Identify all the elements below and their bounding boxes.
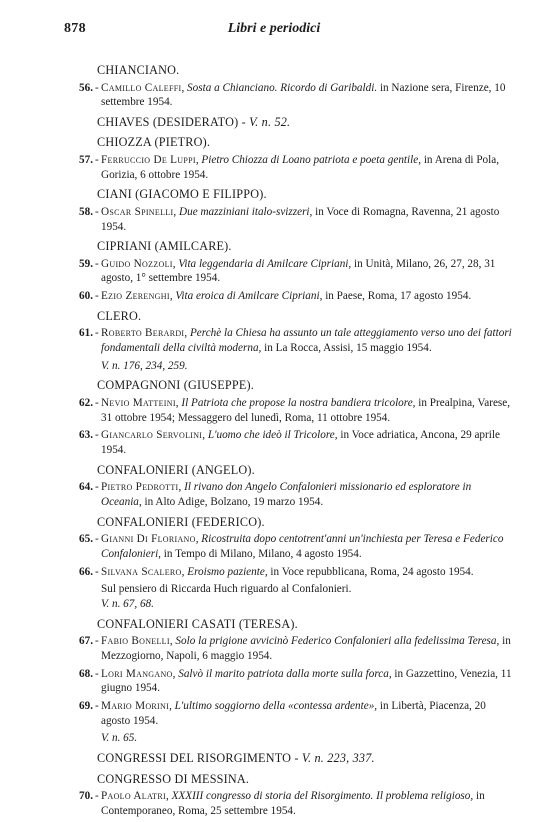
heading-text: CONGRESSO DI MESSINA. (97, 771, 250, 786)
entry-publication: in Alto Adige, Bolzano, 19 marzo 1954. (144, 495, 324, 508)
section-heading (97, 463, 512, 479)
section-heading (97, 63, 512, 79)
heading-text: CONFALONIERI CASATI (TERESA). (97, 616, 298, 631)
entry-author: Guido Nozzoli (101, 257, 173, 270)
entry-publication: in La Rocca, Assisi, 15 maggio 1954. (264, 342, 432, 355)
entry-title: Vita eroica di Amilcare Cipriani, (175, 290, 323, 303)
section-heading (97, 239, 512, 255)
entry-dash: - (95, 533, 99, 546)
section-heading (97, 751, 512, 767)
cross-reference: V. n. 223, 337. (301, 751, 375, 766)
entry-author: Oscar Spinelli (101, 205, 174, 218)
section-heading (97, 309, 512, 325)
bibliography-entry: 63. - Giancarlo Servolini, L'uomo che ideò il Tricolore, in Voce adriatica, Ancona, 29 aprile 1954. (66, 428, 512, 457)
entry-author: Ferruccio De Luppi (101, 153, 196, 166)
entry-title: L'ultimo soggiorno della «contessa ardente», (174, 699, 378, 712)
entry-number: 60. (79, 290, 93, 303)
entry-publication: in Gazzettino, Venezia, 11 giugno 1954. (101, 667, 512, 695)
section-heading (97, 115, 512, 131)
entry-number: 70. (79, 790, 93, 803)
heading-text: CHIANCIANO. (97, 63, 180, 77)
heading-text: CONGRESSI DEL RISORGIMENTO - (97, 751, 299, 766)
cross-reference: V. n. 65. (101, 732, 138, 745)
entry-publication: in Nazione sera, Firenze, 10 settembre 1954. (101, 81, 506, 109)
entry-publication: in Unità, Milano, 26, 27, 28, 31 agosto, 1° settembre 1954. (101, 257, 496, 285)
entry-author: Lori Mangano (101, 667, 173, 680)
cross-reference: V. n. 52. (249, 114, 291, 129)
bibliography-entry: 57. - Ferruccio De Luppi, Pietro Chiozza di Loano patriota e poeta gentile, in Arena di Pola, Gorizia, 6 ottobre 1954. (66, 153, 512, 182)
entry-title: Solo la prigione avvicinò Federico Confalonieri alla fedelissima Teresa, (175, 635, 500, 648)
entry-number: 58. (79, 205, 93, 218)
entry-publication: in Paese, Roma, 17 agosto 1954. (325, 290, 472, 303)
entry-publication: in Voce adriatica, Ancona, 29 aprile 1954. (101, 429, 500, 457)
entry-dash: - (95, 290, 99, 303)
entry-author: Giancarlo Servolini (101, 429, 203, 442)
bibliography-entry: 58. - Oscar Spinelli, Due mazziniani italo-svizzeri, in Voce di Romagna, Ravenna, 21 agosto 1954. (66, 205, 512, 234)
entry-title: Il rivano don Angelo Confalonieri missionario ed esploratore in Oceania, (101, 481, 472, 508)
running-title: Libri e periodici (227, 21, 321, 36)
bibliography-entry: 60. - Ezio Zerenghi, Vita eroica di Amilcare Cipriani, in Paese, Roma, 17 agosto 1954. (66, 289, 512, 304)
section-heading (97, 515, 512, 531)
entry-publication: in Arena di Pola, Gorizia, 6 ottobre 1954. (101, 153, 500, 181)
bibliography-entry: 56. - Camillo Caleffi, Sosta a Chianciano. Ricordo di Garibaldi. in Nazione sera, Firenze, 10 settembre 1954. (66, 81, 512, 110)
entry-author: Pietro Pedrotti (101, 481, 179, 494)
entry-author: Ezio Zerenghi (101, 290, 170, 303)
entry-number: 68. (79, 667, 93, 680)
entry-title: Vita leggendaria di Amilcare Cipriani, (178, 257, 352, 270)
bibliography-entry: 67. - Fabio Bonelli, Solo la prigione avvicinò Federico Confalonieri alla fedelissima Teresa, in Mezzogiorno, Napoli, 6 maggio 1954. (66, 634, 512, 663)
entry-publication: in Contemporaneo, Roma, 25 settembre 1954. (101, 790, 485, 817)
bibliography-entry: 66. - Silvana Scalero, Eroismo paziente, in Voce repubblicana, Roma, 24 agosto 1954. (66, 565, 512, 580)
entry-dash: - (95, 565, 99, 578)
entry-number: 61. (79, 327, 93, 340)
entry-author: Silvana Scalero (101, 565, 182, 578)
entry-number: 69. (79, 699, 93, 712)
entry-author: Gianni Di Floriano (101, 533, 196, 546)
entry-author: Mario Morini (101, 699, 170, 712)
bibliography-entry: 69. - Mario Morini, L'ultimo soggiorno della «contessa ardente», in Libertà, Piacenza, 20 agosto 1954. (66, 699, 512, 728)
bibliography-content (66, 58, 512, 822)
entry-publication: in Prealpina, Varese, 31 ottobre 1954; Messaggero del lunedì, Roma, 11 ottobre 1954. (101, 396, 511, 424)
entry-title: L'uomo che ideò il Tricolore, (207, 429, 338, 442)
entry-author: Roberto Berardi (101, 327, 185, 340)
entry-dash: - (95, 205, 99, 218)
entry-publication: in Mezzogiorno, Napoli, 6 maggio 1954. (101, 635, 511, 662)
bibliography-entry: 59. - Guido Nozzoli, Vita leggendaria di Amilcare Cipriani, in Unità, Milano, 26, 27, 28, 31 agosto, 1° settembre 1954. (66, 257, 512, 286)
entry-title: Pietro Chiozza di Loano patriota e poeta gentile, (201, 153, 422, 166)
entry-author: Nevio Matteini (101, 396, 176, 409)
entry-number: 57. (79, 153, 93, 166)
entry-dash: - (95, 429, 99, 442)
heading-text: CHIAVES (DESIDERATO) - (97, 114, 246, 129)
heading-text: CIANI (GIACOMO E FILIPPO). (97, 187, 267, 202)
section-heading (97, 617, 512, 633)
section-heading (97, 187, 512, 203)
entry-dash: - (95, 153, 99, 166)
section-heading (97, 378, 512, 394)
entry-author: Paolo Alatri (101, 790, 166, 803)
cross-reference-note (66, 359, 512, 374)
cross-reference-note (66, 597, 512, 612)
heading-text: CONFALONIERI (FEDERICO). (97, 514, 265, 529)
entry-dash: - (95, 790, 99, 803)
entry-publication: in Tempo di Milano, Milano, 4 agosto 1954. (163, 547, 362, 560)
entry-title: XXXIII congresso di storia del Risorgimento. Il problema religioso, (171, 790, 474, 803)
section-heading (97, 135, 512, 151)
entry-author: Camillo Caleffi (101, 81, 182, 94)
entry-dash: - (95, 699, 99, 712)
entry-publication: in Voce repubblicana, Roma, 24 agosto 1954. (270, 565, 474, 578)
entry-publication: in Libertà, Piacenza, 20 agosto 1954. (101, 699, 486, 727)
entry-dash: - (95, 327, 99, 340)
page-header (64, 21, 484, 39)
entry-number: 67. (79, 635, 93, 648)
entry-title: Sosta a Chianciano. Ricordo di Garibaldi. (187, 81, 378, 94)
entry-number: 63. (79, 429, 93, 442)
bibliography-entry: 68. - Lori Mangano, Salvò il marito patriota dalla morte sulla forca, in Gazzettino, Venezia, 11 giugno 1954. (66, 667, 512, 696)
entry-number: 59. (79, 257, 93, 270)
entry-number: 65. (79, 533, 93, 546)
heading-text: CIPRIANI (AMILCARE). (97, 239, 232, 254)
entry-number: 64. (79, 481, 93, 494)
bibliography-entry: 62. - Nevio Matteini, Il Patriota che propose la nostra bandiera tricolore, in Prealpina, Varese, 31 ottobre 1954; Messaggero del lunedì, Roma, 11 ottobre 1954. (66, 396, 512, 425)
bibliography-entry: 61. - Roberto Berardi, Perchè la Chiesa ha assunto un tale atteggiamento verso uno dei fattori fondamentali della civiltà moderna, in La Rocca, Assisi, 15 maggio 1954. (66, 326, 512, 355)
entry-title: Salvò il marito patriota dalla morte sulla forca, (178, 667, 392, 680)
entry-title: Eroismo paziente, (187, 565, 268, 578)
heading-text: COMPAGNONI (GIUSEPPE). (97, 378, 254, 393)
entry-number: 62. (79, 396, 93, 409)
heading-text: CONFALONIERI (ANGELO). (97, 462, 255, 477)
entry-number: 56. (79, 81, 93, 94)
entry-dash: - (95, 81, 99, 94)
entry-title: Il Patriota che propose la nostra bandiera tricolore, (181, 396, 416, 409)
section-heading (97, 772, 512, 788)
cross-reference: V. n. 176, 234, 259. (101, 359, 188, 372)
entry-author: Fabio Bonelli (101, 635, 170, 648)
cross-reference-note (66, 731, 512, 746)
entry-number: 66. (79, 565, 93, 578)
entry-dash: - (95, 635, 99, 648)
entry-title: Ricostruita dopo centotrent'anni un'inchiesta per Teresa e Federico Confalonieri, (101, 533, 504, 560)
bibliography-entry: 64. - Pietro Pedrotti, Il rivano don Angelo Confalonieri missionario ed esploratore in Oceania, in Alto Adige, Bolzano, 19 marzo 1954. (66, 480, 512, 509)
entry-dash: - (95, 667, 99, 680)
entry-dash: - (95, 481, 99, 494)
entry-title: Perchè la Chiesa ha assunto un tale atteggiamento verso uno dei fattori fondamentali della civiltà moderna, (101, 327, 512, 355)
heading-text: CHIOZZA (PIETRO). (97, 135, 211, 150)
entry-dash: - (95, 396, 99, 409)
entry-dash: - (95, 257, 99, 270)
heading-text: CLERO. (97, 308, 142, 323)
bibliography-entry: 65. - Gianni Di Floriano, Ricostruita dopo centotrent'anni un'inchiesta per Teresa e Federico Confalonieri, in Tempo di Milano, Milano, 4 agosto 1954. (66, 532, 512, 561)
entry-title: Due mazziniani italo-svizzeri, (179, 205, 313, 218)
entry-annotation: Sul pensiero di Riccarda Huch riguardo al Confalonieri. (101, 583, 352, 596)
entry-publication: in Voce di Romagna, Ravenna, 21 agosto 1954. (101, 205, 500, 233)
bibliography-entry: 70. - Paolo Alatri, XXXIII congresso di storia del Risorgimento. Il problema religioso, in Contemporaneo, Roma, 25 settembre 1954. (66, 789, 512, 818)
cross-reference: V. n. 67, 68. (101, 597, 154, 610)
page-number: 878 (64, 21, 86, 36)
